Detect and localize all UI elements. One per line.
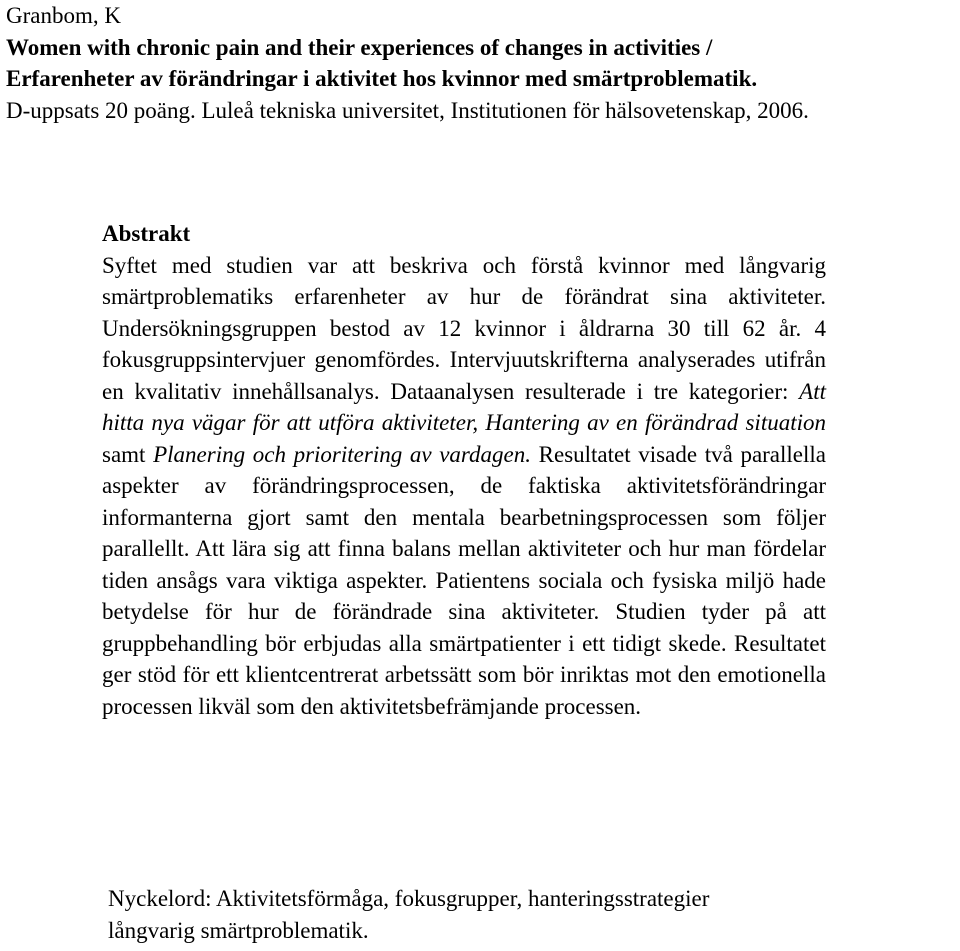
title-swedish: Erfarenheter av förändringar i aktivitet hos kvinnor med smärtproblematik. [6, 66, 758, 91]
document-header [6, 0, 956, 126]
publication-info: D-uppsats 20 poäng. Luleå tekniska universitet, Institutionen för hälsovetenskap, 2006. [6, 97, 809, 123]
title-english: Women with chronic pain and their experiences of changes in activities / [6, 34, 713, 60]
abstract-category-3: Planering och prioritering av vardagen. [153, 441, 531, 467]
keywords-line-2: långvarig smärtproblematik. [108, 917, 369, 943]
author-name: Granbom, K [6, 3, 121, 28]
abstract-text-part3: Resultatet visade två parallella aspekter av förändringsprocessen, de faktiska aktivitetsförändringar informanterna gjort samt den mentala bearbetningsprocessen som följer parallellt. Att lära sig att finna balans mellan aktiviteter och hur man fördelar tiden ansågs vara viktiga aspekter. Patientens sociala och fysiska miljö hade betydelse för hur de förändrade sina aktiviteter. Studien tyder på att gruppbehandling bör erbjudas alla smärtpatienter i ett tidigt skede. Resultatet ger stöd för ett klientcentrerat arbetssätt som bör inriktas mot den emotionella processen likväl som den aktivitetsbefrämjande processen. [102, 441, 826, 719]
abstract-text-part1: Syftet med studien var att beskriva och förstå kvinnor med långvarig smärtproblematiks erfarenheter av hur de förändrat sina aktiviteter. Undersökningsgruppen bestod av 12 kvinnor i åldrarna 30 till 62 år. 4 fokusgruppsintervjuer genomfördes. Intervjuutskrifterna analyserades utifrån en kvalitativ innehållsanalys. Dataanalysen resulterade i tre kategorier: [102, 252, 826, 404]
abstract-text-part2: samt [102, 441, 154, 467]
keywords-section [108, 883, 928, 946]
abstract-section [102, 218, 826, 722]
abstract-body [102, 250, 826, 723]
abstract-heading: Abstrakt [102, 221, 191, 246]
abstract-category-1-2: Att hitta nya vägar för att utföra aktiviteter, Hantering av en förändrad situation [102, 378, 826, 435]
keywords-line-1: Nyckelord: Aktivitetsförmåga, fokusgrupper, hanteringsstrategier [108, 886, 710, 911]
